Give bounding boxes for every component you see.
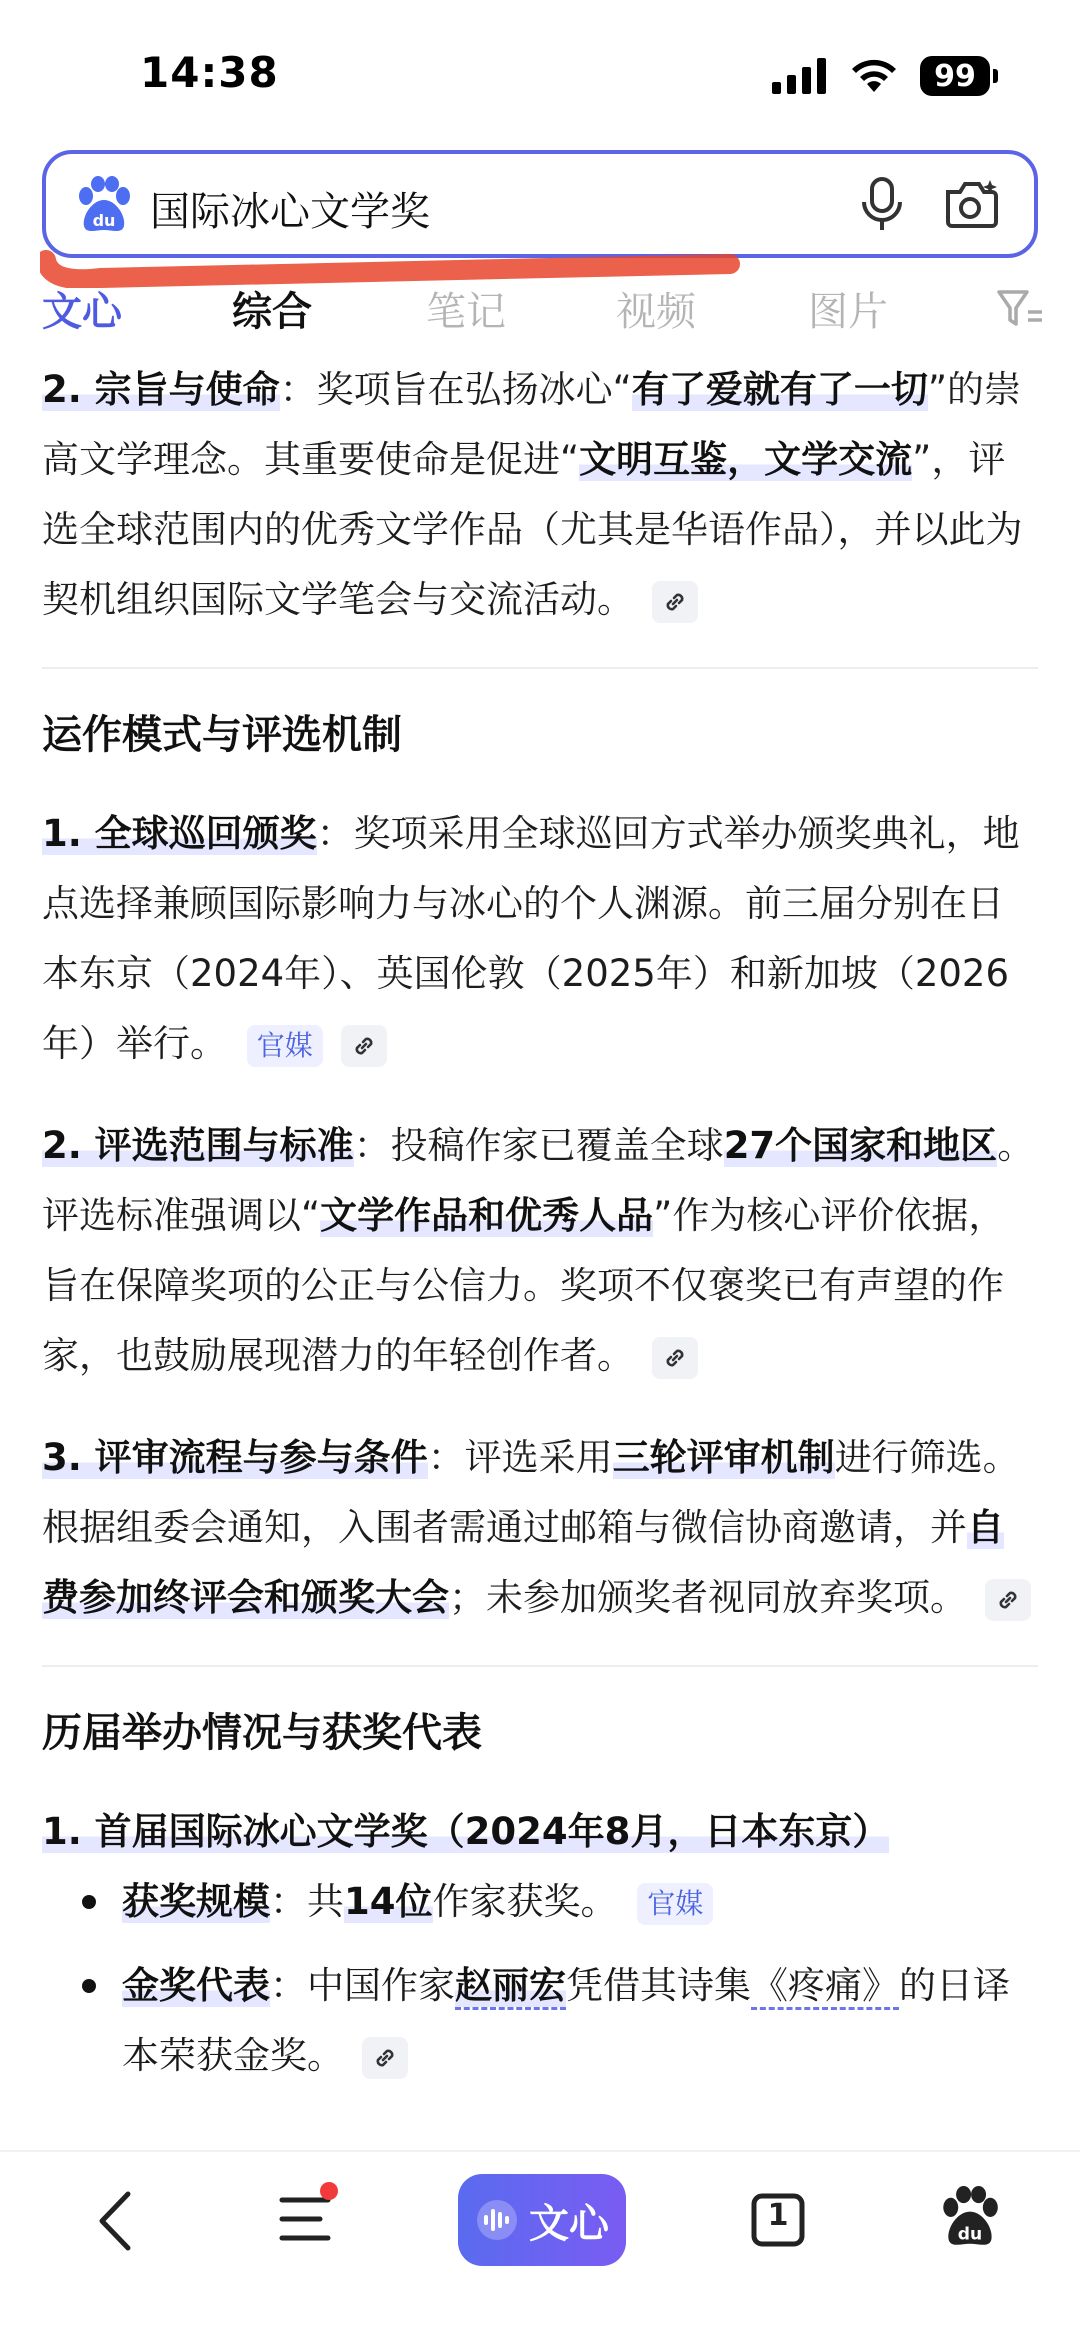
svg-text:du: du: [957, 2224, 983, 2245]
list-item: 金奖代表：中国作家赵丽宏凭借其诗集《疼痛》的日译本荣获金奖。: [70, 1951, 1038, 2091]
camera-search-icon[interactable]: [942, 176, 1002, 234]
tab-zonghe[interactable]: 综合: [232, 289, 312, 335]
global-tour-paragraph: 1. 全球巡回颁奖：奖项采用全球巡回方式举办颁奖典礼，地点选择兼顾国际影响力与冰心的个人渊源。前三届分别在日本东京（2024年）、英国伦敦（2025年）和新加坡（2026年）举行。 官媒: [42, 812, 1020, 1065]
purpose-paragraph: 2. 宗旨与使命：奖项旨在弘扬冰心“有了爱就有了一切”的崇高文学理念。其重要使命是促进“文明互鉴，文学交流”，评选全球范围内的优秀文学作品（尤其是华语作品），并以此为契机组织国际文学笔会与交流活动。: [42, 368, 1023, 621]
tab-images[interactable]: 图片: [808, 289, 888, 335]
official-media-badge[interactable]: 官媒: [247, 1025, 323, 1067]
back-icon[interactable]: [90, 2186, 140, 2256]
source-link-icon[interactable]: [985, 1579, 1031, 1621]
divider: [42, 667, 1038, 669]
tab-video[interactable]: 视频: [616, 289, 696, 335]
review-paragraph: 3. 评审流程与参与条件：评选采用三轮评审机制进行筛选。根据组委会通知，入围者需通过邮箱与微信协商邀请，并自费参加终评会和颁奖大会；未参加颁奖者视同放弃奖项。: [42, 1423, 1038, 1633]
voice-wave-icon: [475, 2198, 519, 2242]
official-media-badge[interactable]: 官媒: [637, 1883, 713, 1925]
tab-wenxin[interactable]: 文心: [42, 289, 122, 335]
source-link-icon[interactable]: [362, 2037, 408, 2079]
global-tour-label: 1. 全球巡回颁奖: [42, 812, 317, 855]
wenxin-assistant-button[interactable]: [458, 2174, 626, 2266]
filter-icon[interactable]: [996, 288, 1044, 330]
source-link-icon[interactable]: [652, 1337, 698, 1379]
entity-link-work[interactable]: 《疼痛》: [751, 1964, 899, 2010]
divider: [42, 1665, 1038, 1667]
search-bar[interactable]: [42, 150, 1038, 258]
wifi-icon: [850, 58, 898, 94]
notification-dot: [320, 2182, 338, 2200]
review-label: 3. 评审流程与参与条件: [42, 1436, 428, 1479]
search-tabs: [0, 280, 1080, 350]
purpose-label: 2. 宗旨与使命: [42, 368, 280, 411]
scope-label: 2. 评选范围与标准: [42, 1124, 354, 1167]
scope-paragraph: 2. 评选范围与标准：投稿作家已覆盖全球27个国家和地区。评选标准强调以“文学作品和优秀人品”作为核心评价依据，旨在保障奖项的公正与公信力。奖项不仅褒奖已有声望的作家，也鼓励展现潜力的年轻创作者。: [42, 1124, 1035, 1377]
answer-content: [42, 355, 1038, 2091]
bottom-navigation: [0, 2150, 1080, 2350]
tab-count: 1: [767, 2198, 789, 2233]
svg-text:du: du: [92, 211, 116, 230]
entity-link-author[interactable]: 赵丽宏: [455, 1964, 566, 2010]
source-link-icon[interactable]: [341, 1025, 387, 1067]
status-time: 14:38: [140, 48, 279, 97]
list-item: 获奖规模：共14位作家获奖。 官媒: [70, 1867, 1038, 1937]
menu-button[interactable]: [276, 2186, 334, 2256]
microphone-icon[interactable]: [860, 176, 904, 234]
first-edition-heading: 1. 首届国际冰心文学奖（2024年8月，日本东京）: [42, 1810, 890, 1853]
source-link-icon[interactable]: [652, 581, 698, 623]
status-icons: [772, 56, 990, 96]
section-title-operation: 运作模式与评选机制: [42, 712, 402, 758]
battery-icon: 99: [920, 56, 990, 96]
search-input[interactable]: 国际冰心文学奖: [150, 189, 430, 235]
tab-notes[interactable]: 笔记: [426, 289, 506, 335]
baidu-home-icon[interactable]: [940, 2186, 1000, 2248]
first-edition-list: [42, 1867, 1038, 2091]
wenxin-label: 文心: [529, 2200, 609, 2247]
status-bar: [0, 0, 1080, 150]
tab-switcher-button[interactable]: [750, 2192, 806, 2252]
section-title-history: 历届举办情况与获奖代表: [42, 1710, 482, 1756]
signal-icon: [772, 58, 828, 94]
baidu-paw-icon: [76, 176, 132, 234]
